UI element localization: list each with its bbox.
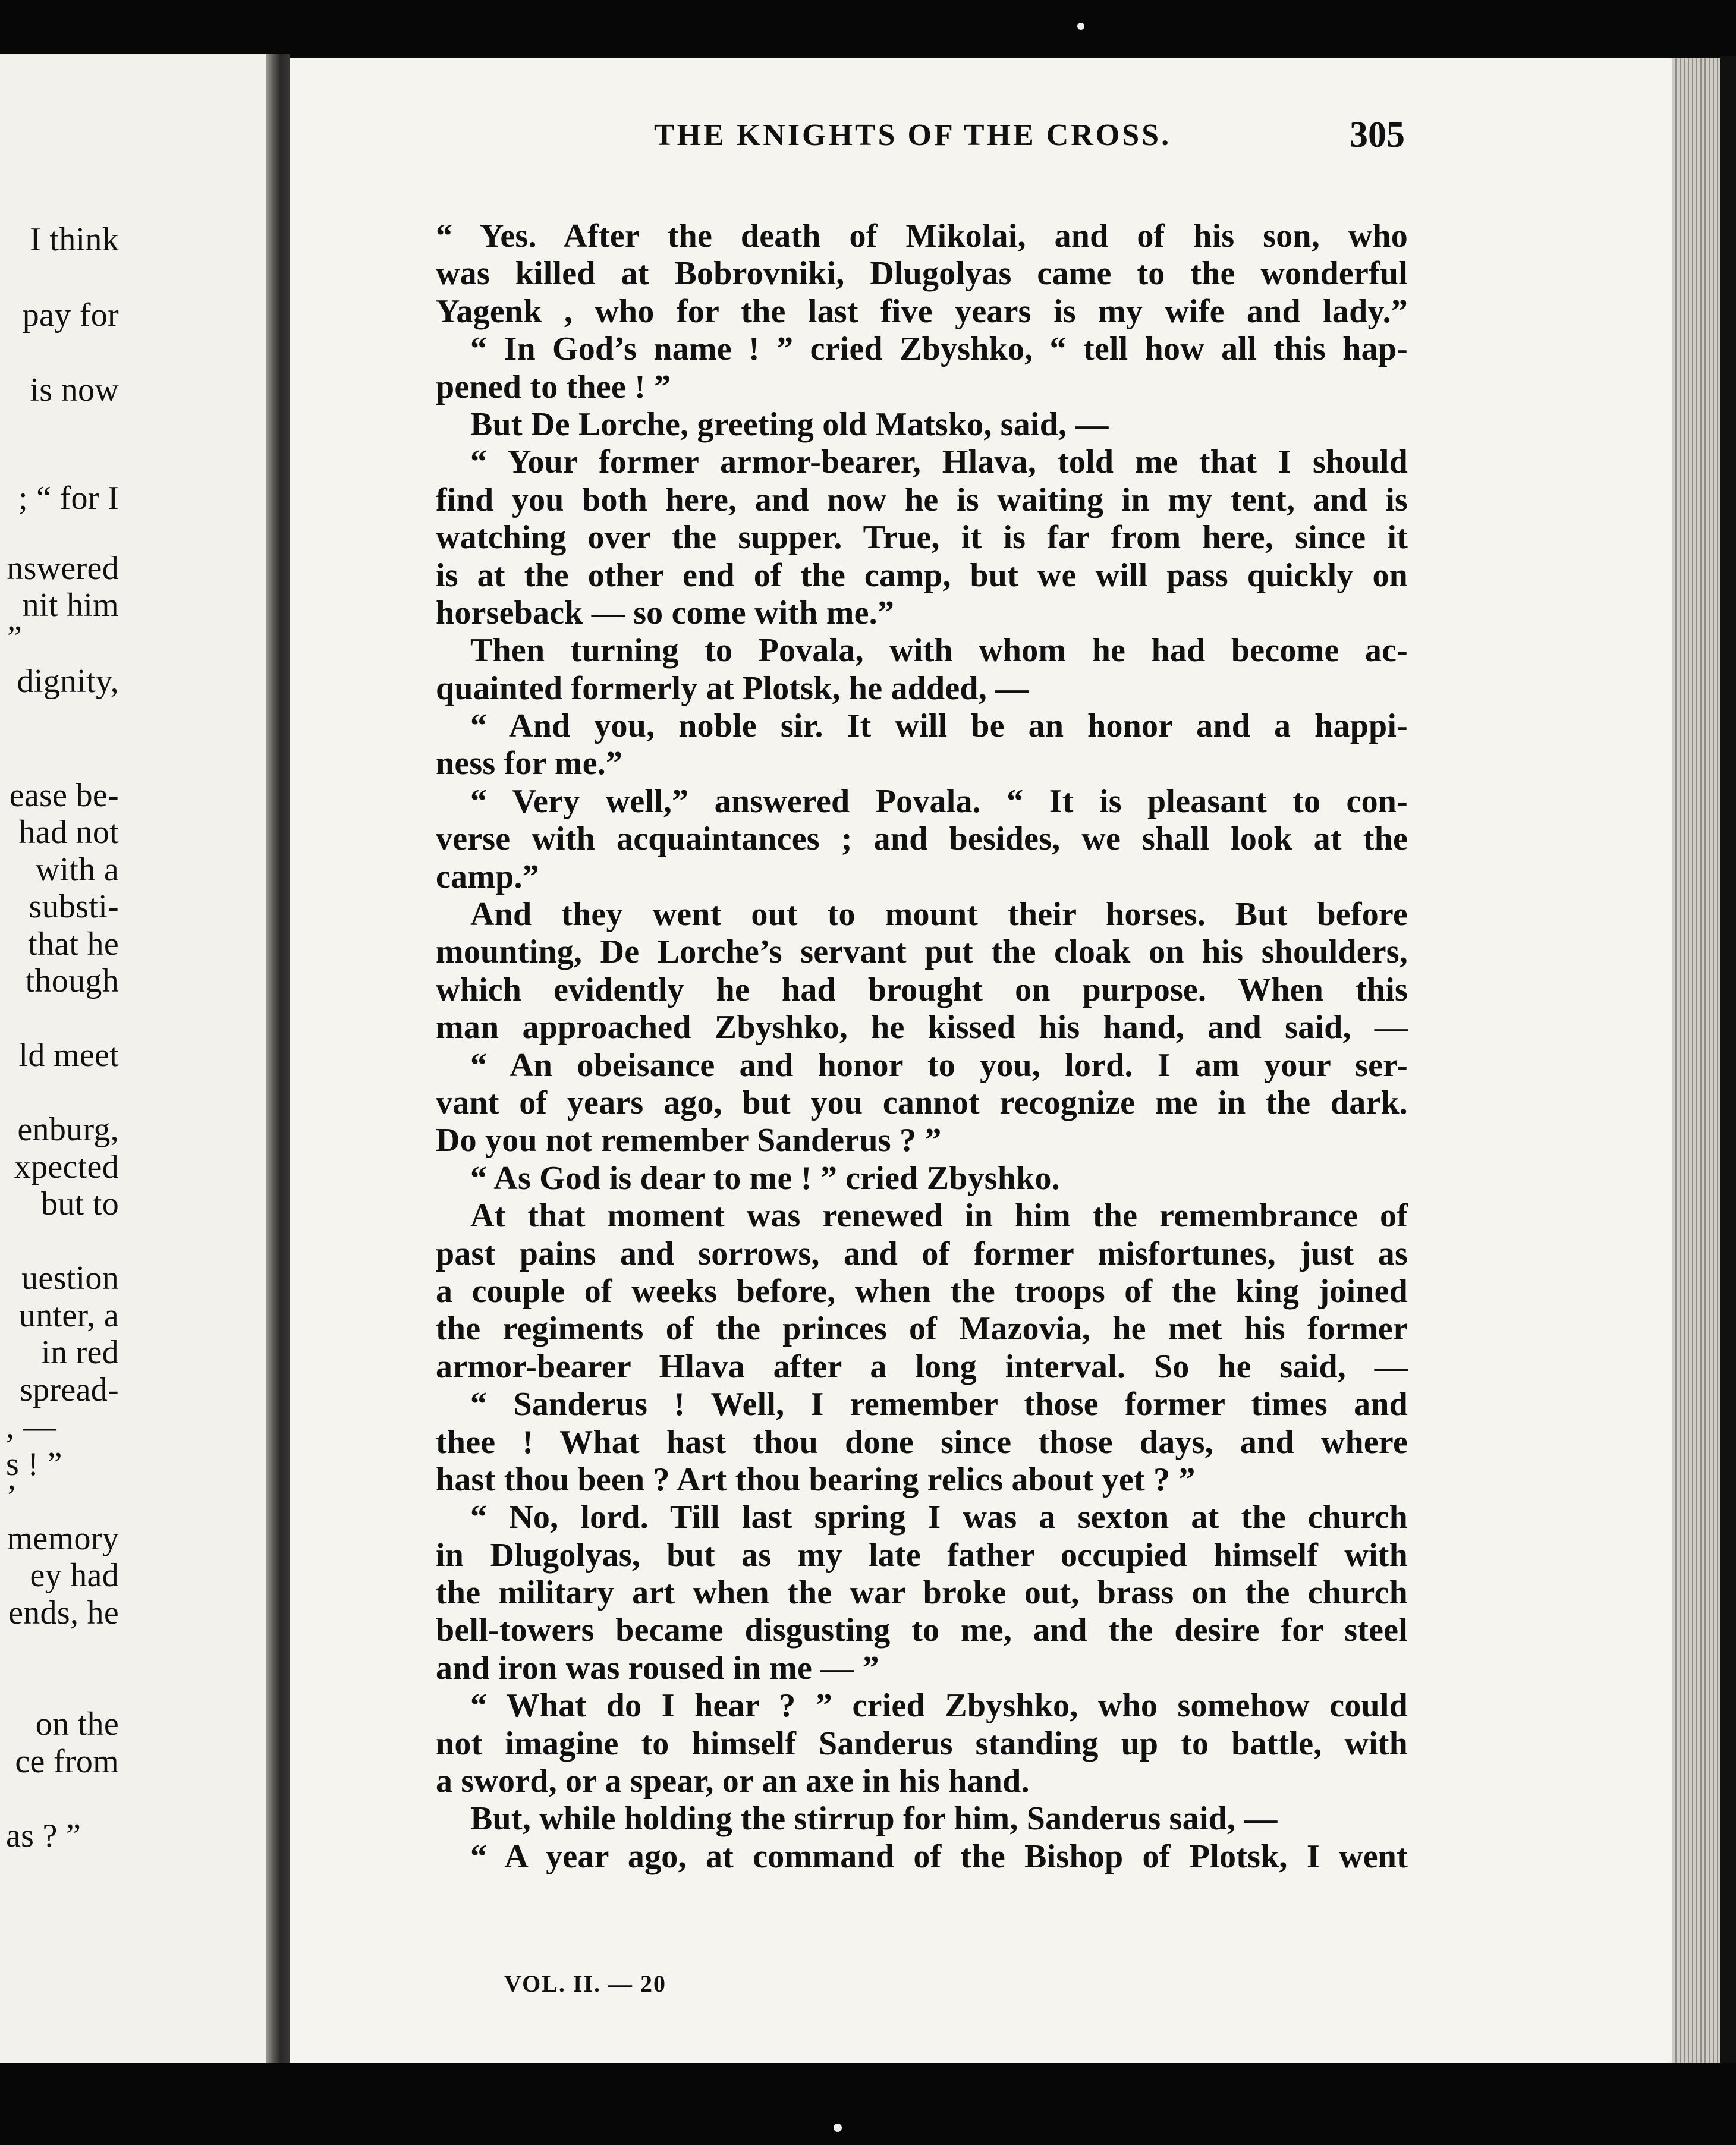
- right-page: [290, 58, 1672, 2071]
- left-page-line: substi-: [29, 888, 119, 925]
- text-line: “ Your former armor-bearer, Hlava, told me that I should: [470, 444, 1408, 481]
- text-line: “ What do I hear ? ” cried Zbyshko, who somehow could: [470, 1687, 1408, 1725]
- text-line: man approached Zbyshko, he kissed his hand, and said, —: [436, 1009, 1408, 1046]
- text-line: the military art when the war broke out, brass on the church: [436, 1574, 1408, 1612]
- page-number: 305: [1350, 115, 1405, 155]
- text-line: a sword, or a spear, or an axe in his hand.: [436, 1763, 1030, 1800]
- text-line: hast thou been ? Art thou bearing relics about yet ? ”: [436, 1461, 1196, 1498]
- left-page-line: ease be-: [9, 777, 119, 814]
- left-page-line: on the: [35, 1706, 119, 1743]
- text-line: Then turning to Povala, with whom he had become ac-: [470, 632, 1408, 669]
- left-page-line: ’: [6, 1479, 17, 1515]
- running-title: THE KNIGHTS OF THE CROSS.: [654, 118, 1172, 152]
- book-gutter: [266, 54, 290, 2075]
- left-page-line: , —: [6, 1408, 56, 1445]
- text-line: But De Lorche, greeting old Matsko, said, —: [470, 405, 1109, 443]
- page-edges: [1672, 58, 1720, 2071]
- text-line: vant of years ago, but you cannot recognize me in the dark.: [436, 1084, 1408, 1121]
- text-line: and iron was roused in me — ”: [436, 1649, 879, 1687]
- left-page-line: ey had: [30, 1557, 119, 1594]
- text-line: “ And you, noble sir. It will be an honor and a happi-: [470, 707, 1408, 745]
- signature-mark: VOL. II. — 20: [504, 1970, 667, 1997]
- text-line: bell-towers became disgusting to me, and the desire for steel: [436, 1612, 1408, 1649]
- text-line: the regiments of the princes of Mazovia, he met his former: [436, 1310, 1408, 1348]
- left-page-line: in red: [41, 1334, 119, 1371]
- text-line: Yagenk , who for the last five years is my wife and lady.”: [436, 292, 1408, 330]
- left-page-line: unter, a: [18, 1297, 119, 1334]
- text-line: not imagine to himself Sanderus standing up to battle, with: [436, 1725, 1408, 1762]
- left-page-line: uestion: [21, 1260, 119, 1297]
- left-page-line: I think: [30, 221, 119, 258]
- left-page-line: dignity,: [17, 663, 119, 700]
- text-line: in Dlugolyas, but as my late father occupied himself with: [436, 1536, 1408, 1574]
- left-page-line: memory: [7, 1520, 119, 1557]
- left-page-line: ce from: [15, 1743, 119, 1780]
- text-line: And they went out to mount their horses. But before: [470, 896, 1408, 933]
- body-text: [436, 218, 1408, 1876]
- text-line: thee ! What hast thou done since those days, and where: [436, 1423, 1408, 1461]
- text-line: horseback — so come with me.”: [436, 594, 895, 631]
- text-line: But, while holding the stirrup for him, Sanderus said, —: [470, 1800, 1278, 1838]
- text-line: watching over the supper. True, it is far from here, since it: [436, 519, 1408, 556]
- scan-border-bottom: [0, 2063, 1736, 2145]
- left-page-line: that he: [28, 926, 119, 963]
- text-line: “ Very well,” answered Povala. “ It is pleasant to con-: [470, 782, 1408, 820]
- text-line: past pains and sorrows, and of former misfortunes, just as: [436, 1235, 1408, 1272]
- left-page-line: but to: [41, 1185, 119, 1222]
- text-line: a couple of weeks before, when the troops of the king joined: [436, 1272, 1408, 1310]
- text-line: “ In God’s name ! ” cried Zbyshko, “ tell how all this hap-: [470, 331, 1408, 368]
- left-page-line: nit him: [22, 587, 119, 624]
- scan-border-right: [1720, 56, 1736, 2075]
- text-line: camp.”: [436, 858, 539, 895]
- left-page-line: had not: [18, 814, 119, 851]
- left-page-line: ”: [7, 619, 23, 656]
- left-page-line: with a: [35, 851, 119, 888]
- scan-border-top: [0, 0, 1736, 56]
- dust-speck: [1077, 23, 1084, 30]
- text-line: mounting, De Lorche’s servant put the cloak on his shoulders,: [436, 933, 1408, 971]
- text-line: verse with acquaintances ; and besides, we shall look at the: [436, 820, 1408, 858]
- left-page-line: nswered: [7, 550, 119, 587]
- left-page-line: ; “ for I: [18, 480, 119, 517]
- text-line: is at the other end of the camp, but we will pass quickly on: [436, 556, 1408, 594]
- text-line: quainted formerly at Plotsk, he added, —: [436, 669, 1029, 707]
- left-page-line: enburg,: [17, 1111, 119, 1148]
- text-line: ness for me.”: [436, 745, 623, 782]
- left-page-line: is now: [30, 372, 119, 408]
- text-line: “ Sanderus ! Well, I remember those former times and: [470, 1386, 1408, 1423]
- text-line: was killed at Bobrovniki, Dlugolyas came to the wonderful: [436, 255, 1408, 292]
- text-line: Do you not remember Sanderus ? ”: [436, 1122, 942, 1159]
- text-line: At that moment was renewed in him the remembrance of: [470, 1197, 1408, 1235]
- text-line: “ A year ago, at command of the Bishop of Plotsk, I went: [470, 1838, 1408, 1875]
- left-page-line: as ? ”: [6, 1817, 81, 1854]
- left-page-line: xpected: [14, 1149, 119, 1185]
- text-line: “ Yes. After the death of Mikolai, and of his son, who: [436, 218, 1408, 254]
- text-line: “ No, lord. Till last spring I was a sexton at the church: [470, 1499, 1408, 1536]
- left-page: [0, 54, 266, 2075]
- text-line: “ As God is dear to me ! ” cried Zbyshko.: [470, 1159, 1060, 1197]
- left-page-line: ld meet: [18, 1037, 119, 1074]
- text-line: find you both here, and now he is waiting in my tent, and is: [436, 481, 1408, 518]
- left-page-line: spread-: [20, 1372, 119, 1408]
- dust-speck: [834, 2124, 842, 2132]
- left-page-line: ends, he: [8, 1594, 119, 1631]
- left-page-line: though: [25, 963, 119, 999]
- text-line: armor-bearer Hlava after a long interval. So he said, —: [436, 1348, 1408, 1385]
- left-page-line: s ! ”: [6, 1446, 62, 1483]
- left-page-line: pay for: [22, 297, 119, 334]
- text-line: pened to thee ! ”: [436, 368, 671, 405]
- text-line: “ An obeisance and honor to you, lord. I am your ser-: [470, 1046, 1408, 1084]
- text-line: which evidently he had brought on purpose. When this: [436, 971, 1408, 1008]
